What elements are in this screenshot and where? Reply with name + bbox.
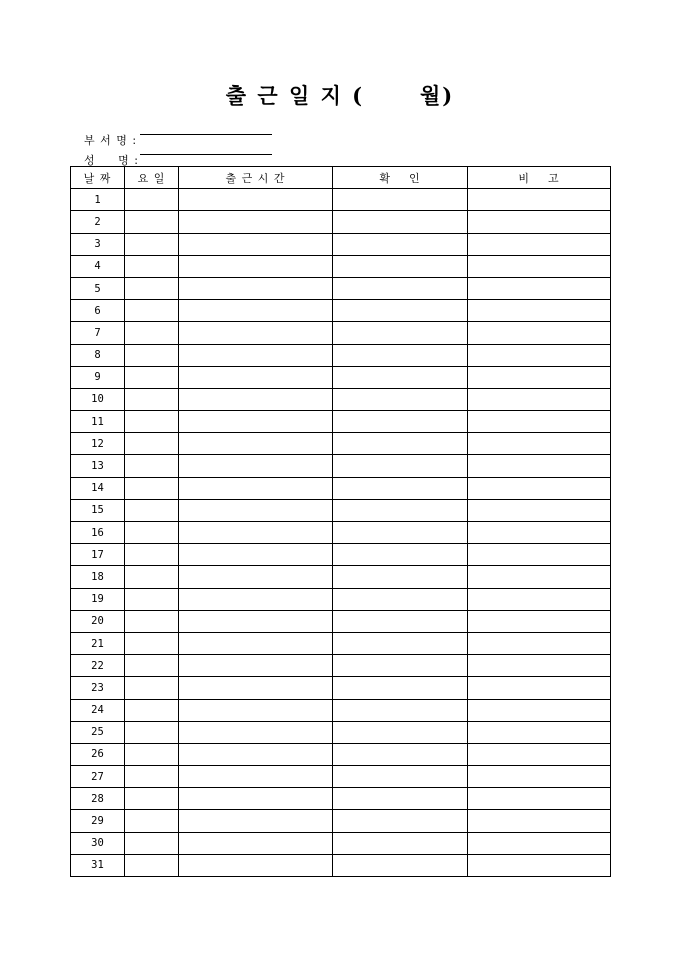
day-cell[interactable] (125, 854, 179, 876)
time-cell[interactable] (179, 632, 333, 654)
note-cell[interactable] (468, 255, 611, 277)
note-cell[interactable] (468, 588, 611, 610)
date-cell: 21 (71, 632, 125, 654)
table-row (71, 544, 611, 566)
table-row (71, 300, 611, 322)
date-cell: 5 (71, 277, 125, 299)
day-cell[interactable] (125, 766, 179, 788)
date-cell: 1 (71, 189, 125, 211)
date-cell: 11 (71, 411, 125, 433)
table-row (71, 477, 611, 499)
note-cell[interactable] (468, 810, 611, 832)
check-cell[interactable] (333, 632, 468, 654)
date-cell: 10 (71, 388, 125, 410)
date-cell: 31 (71, 854, 125, 876)
day-cell[interactable] (125, 810, 179, 832)
time-cell[interactable] (179, 189, 333, 211)
day-cell[interactable] (125, 522, 179, 544)
day-cell[interactable] (125, 344, 179, 366)
note-cell[interactable] (468, 544, 611, 566)
check-cell[interactable] (333, 766, 468, 788)
time-cell[interactable] (179, 810, 333, 832)
check-cell[interactable] (333, 566, 468, 588)
attendance-table (70, 166, 611, 877)
day-cell[interactable] (125, 721, 179, 743)
table-row (71, 344, 611, 366)
check-cell[interactable] (333, 610, 468, 632)
date-cell: 3 (71, 233, 125, 255)
date-cell: 7 (71, 322, 125, 344)
name-field (70, 140, 139, 167)
note-cell[interactable] (468, 211, 611, 233)
table-row (71, 211, 611, 233)
day-cell[interactable] (125, 322, 179, 344)
note-cell[interactable] (468, 344, 611, 366)
table-body (71, 189, 611, 877)
day-cell[interactable] (125, 632, 179, 654)
check-cell[interactable] (333, 322, 468, 344)
check-cell[interactable] (333, 699, 468, 721)
table-row (71, 854, 611, 876)
check-cell[interactable] (333, 743, 468, 765)
note-cell[interactable] (468, 411, 611, 433)
table-row (71, 388, 611, 410)
table-row (71, 499, 611, 521)
day-cell[interactable] (125, 277, 179, 299)
day-cell[interactable] (125, 699, 179, 721)
table-row (71, 433, 611, 455)
time-cell[interactable] (179, 366, 333, 388)
date-cell: 13 (71, 455, 125, 477)
time-cell[interactable] (179, 322, 333, 344)
time-cell[interactable] (179, 766, 333, 788)
time-cell[interactable] (179, 566, 333, 588)
table-row (71, 721, 611, 743)
note-cell[interactable] (468, 832, 611, 854)
time-cell[interactable] (179, 411, 333, 433)
note-cell[interactable] (468, 632, 611, 654)
note-cell[interactable] (468, 655, 611, 677)
time-cell[interactable] (179, 854, 333, 876)
time-cell[interactable] (179, 788, 333, 810)
table-row (71, 632, 611, 654)
check-cell[interactable] (333, 499, 468, 521)
date-cell: 29 (71, 810, 125, 832)
time-cell[interactable] (179, 255, 333, 277)
check-cell[interactable] (333, 677, 468, 699)
date-cell: 22 (71, 655, 125, 677)
table-row (71, 566, 611, 588)
date-cell: 15 (71, 499, 125, 521)
table-row (71, 455, 611, 477)
check-cell[interactable] (333, 277, 468, 299)
time-cell[interactable] (179, 477, 333, 499)
time-cell[interactable] (179, 588, 333, 610)
day-cell[interactable] (125, 743, 179, 765)
time-cell[interactable] (179, 455, 333, 477)
date-cell: 28 (71, 788, 125, 810)
check-cell[interactable] (333, 255, 468, 277)
department-field (70, 120, 138, 147)
time-cell[interactable] (179, 522, 333, 544)
table-row (71, 766, 611, 788)
date-cell: 25 (71, 721, 125, 743)
day-cell[interactable] (125, 677, 179, 699)
check-cell[interactable] (333, 455, 468, 477)
date-cell: 4 (71, 255, 125, 277)
note-cell[interactable] (468, 499, 611, 521)
check-cell[interactable] (333, 233, 468, 255)
date-cell: 9 (71, 366, 125, 388)
day-cell[interactable] (125, 211, 179, 233)
time-cell[interactable] (179, 699, 333, 721)
time-cell[interactable] (179, 721, 333, 743)
date-cell: 30 (71, 832, 125, 854)
table-row (71, 366, 611, 388)
table-row (71, 522, 611, 544)
date-cell: 20 (71, 610, 125, 632)
department-label: 부 서 명 : (84, 134, 138, 147)
table-row (71, 810, 611, 832)
table-row (71, 677, 611, 699)
page-title: 출 근 일 지 ( 월) (225, 83, 455, 108)
date-cell: 8 (71, 344, 125, 366)
day-cell[interactable] (125, 499, 179, 521)
table-row (71, 411, 611, 433)
check-cell[interactable] (333, 300, 468, 322)
day-cell[interactable] (125, 366, 179, 388)
table-row (71, 189, 611, 211)
check-cell[interactable] (333, 366, 468, 388)
table-row (71, 322, 611, 344)
day-cell[interactable] (125, 788, 179, 810)
day-cell[interactable] (125, 544, 179, 566)
check-cell[interactable] (333, 655, 468, 677)
time-cell[interactable] (179, 544, 333, 566)
column-header-day: 요 일 (125, 167, 179, 189)
day-cell[interactable] (125, 566, 179, 588)
table-header-row (71, 167, 611, 189)
column-header-time: 출 근 시 간 (179, 167, 333, 189)
note-cell[interactable] (468, 233, 611, 255)
note-cell[interactable] (468, 322, 611, 344)
check-cell[interactable] (333, 832, 468, 854)
check-cell[interactable] (333, 189, 468, 211)
day-cell[interactable] (125, 477, 179, 499)
time-cell[interactable] (179, 233, 333, 255)
column-header-check: 확 인 (333, 167, 468, 189)
table-row (71, 277, 611, 299)
table-row (71, 788, 611, 810)
note-cell[interactable] (468, 699, 611, 721)
date-cell: 12 (71, 433, 125, 455)
time-cell[interactable] (179, 655, 333, 677)
check-cell[interactable] (333, 721, 468, 743)
time-cell[interactable] (179, 610, 333, 632)
time-cell[interactable] (179, 832, 333, 854)
day-cell[interactable] (125, 189, 179, 211)
date-cell: 6 (71, 300, 125, 322)
check-cell[interactable] (333, 788, 468, 810)
name-label: 성 명 : (84, 154, 139, 167)
note-cell[interactable] (468, 788, 611, 810)
table-row (71, 699, 611, 721)
table-row (71, 255, 611, 277)
table-row (71, 610, 611, 632)
date-cell: 18 (71, 566, 125, 588)
note-cell[interactable] (468, 854, 611, 876)
table-row (71, 832, 611, 854)
note-cell[interactable] (468, 433, 611, 455)
note-cell[interactable] (468, 455, 611, 477)
time-cell[interactable] (179, 211, 333, 233)
table-row (71, 233, 611, 255)
check-cell[interactable] (333, 477, 468, 499)
day-cell[interactable] (125, 433, 179, 455)
note-cell[interactable] (468, 477, 611, 499)
date-cell: 17 (71, 544, 125, 566)
note-cell[interactable] (468, 566, 611, 588)
check-cell[interactable] (333, 810, 468, 832)
check-cell[interactable] (333, 388, 468, 410)
note-cell[interactable] (468, 277, 611, 299)
column-header-date: 날 짜 (71, 167, 125, 189)
table-row (71, 588, 611, 610)
time-cell[interactable] (179, 388, 333, 410)
note-cell[interactable] (468, 522, 611, 544)
note-cell[interactable] (468, 388, 611, 410)
time-cell[interactable] (179, 677, 333, 699)
check-cell[interactable] (333, 544, 468, 566)
date-cell: 19 (71, 588, 125, 610)
check-cell[interactable] (333, 522, 468, 544)
note-cell[interactable] (468, 677, 611, 699)
time-cell[interactable] (179, 277, 333, 299)
date-cell: 26 (71, 743, 125, 765)
note-cell[interactable] (468, 300, 611, 322)
date-cell: 27 (71, 766, 125, 788)
time-cell[interactable] (179, 433, 333, 455)
day-cell[interactable] (125, 388, 179, 410)
day-cell[interactable] (125, 455, 179, 477)
day-cell[interactable] (125, 255, 179, 277)
check-cell[interactable] (333, 433, 468, 455)
column-header-note: 비 고 (468, 167, 611, 189)
day-cell[interactable] (125, 588, 179, 610)
day-cell[interactable] (125, 300, 179, 322)
date-cell: 2 (71, 211, 125, 233)
day-cell[interactable] (125, 832, 179, 854)
day-cell[interactable] (125, 233, 179, 255)
time-cell[interactable] (179, 344, 333, 366)
check-cell[interactable] (333, 211, 468, 233)
note-cell[interactable] (468, 366, 611, 388)
date-cell: 23 (71, 677, 125, 699)
day-cell[interactable] (125, 655, 179, 677)
note-cell[interactable] (468, 610, 611, 632)
note-cell[interactable] (468, 721, 611, 743)
day-cell[interactable] (125, 610, 179, 632)
table-row (71, 743, 611, 765)
note-cell[interactable] (468, 189, 611, 211)
table-row (71, 655, 611, 677)
date-cell: 24 (71, 699, 125, 721)
date-cell: 16 (71, 522, 125, 544)
time-cell[interactable] (179, 743, 333, 765)
check-cell[interactable] (333, 344, 468, 366)
check-cell[interactable] (333, 588, 468, 610)
day-cell[interactable] (125, 411, 179, 433)
note-cell[interactable] (468, 743, 611, 765)
name-blank-line[interactable] (140, 154, 272, 155)
department-blank-line[interactable] (140, 134, 272, 135)
time-cell[interactable] (179, 300, 333, 322)
check-cell[interactable] (333, 411, 468, 433)
time-cell[interactable] (179, 499, 333, 521)
check-cell[interactable] (333, 854, 468, 876)
note-cell[interactable] (468, 766, 611, 788)
date-cell: 14 (71, 477, 125, 499)
